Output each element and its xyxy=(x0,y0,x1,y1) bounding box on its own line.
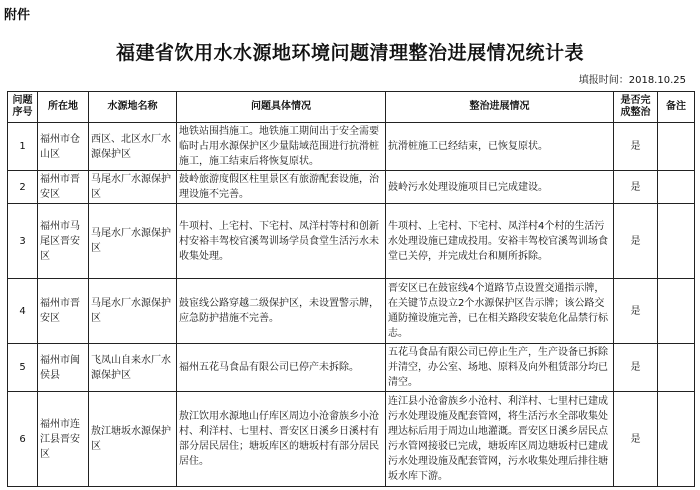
cell-problem: 鼓岭旅游度假区柱里景区有旅游配套设施，治理设施不完善。 xyxy=(177,171,386,204)
cell-no: 5 xyxy=(8,344,38,392)
cell-source: 敖江塘坂水源保护区 xyxy=(89,392,177,487)
cell-location: 福州市晋安区 xyxy=(38,171,89,204)
cell-progress: 晋安区已在鼓宦线4个道路节点设置交通指示牌，在关键节点设立2个水源保护区告示牌；该公路交通防撞设施完善，已在相关路段安装危化品禁行标志。 xyxy=(386,279,614,344)
cell-progress: 鼓岭污水处理设施项目已完成建设。 xyxy=(386,171,614,204)
cell-problem: 鼓宦线公路穿越二级保护区，未设置警示牌，应急防护措施不完善。 xyxy=(177,279,386,344)
cell-remark xyxy=(658,279,695,344)
cell-done: 是 xyxy=(614,392,658,487)
cell-done: 是 xyxy=(614,204,658,279)
cell-source: 飞凤山自来水厂水源保护区 xyxy=(89,344,177,392)
cell-progress: 牛项村、上宅村、下宅村、凤洋村4个村的生活污水处理设施已建成投用。安裕丰驾校官溪驾训场食堂已关停，并完成灶台和厕所拆除。 xyxy=(386,204,614,279)
cell-remark xyxy=(658,344,695,392)
header-no: 问题序号 xyxy=(8,92,38,123)
table-row xyxy=(8,123,695,171)
cell-remark xyxy=(658,392,695,487)
attachment-label: 附件 xyxy=(4,8,31,23)
cell-no: 2 xyxy=(8,171,38,204)
cell-done: 是 xyxy=(614,279,658,344)
header-remark: 备注 xyxy=(658,92,695,123)
cell-done: 是 xyxy=(614,171,658,204)
cell-no: 3 xyxy=(8,204,38,279)
cell-problem: 敖江饮用水源地山仔库区周边小沧畲族乡小沧村、利洋村、七里村、晋安区日溪乡日溪村有部分居民居住；塘坂库区的塘坂村有部分居民居住。 xyxy=(177,392,386,487)
cell-location: 福州市仓山区 xyxy=(38,123,89,171)
header-source: 水源地名称 xyxy=(89,92,177,123)
fill-date: 填报时间：2018.10.25 xyxy=(578,75,686,86)
cell-done: 是 xyxy=(614,123,658,171)
table-row xyxy=(8,344,695,392)
cell-done: 是 xyxy=(614,344,658,392)
cell-problem: 福州五花马食品有限公司已停产未拆除。 xyxy=(177,344,386,392)
table-row xyxy=(8,279,695,344)
cell-no: 1 xyxy=(8,123,38,171)
cell-no: 6 xyxy=(8,392,38,487)
cell-location: 福州市连江县晋安区 xyxy=(38,392,89,487)
header-location: 所在地 xyxy=(38,92,89,123)
cell-progress: 抗滑桩施工已经结束，已恢复原状。 xyxy=(386,123,614,171)
cell-remark xyxy=(658,171,695,204)
cell-problem: 地铁站围挡施工。地铁施工期间出于安全需要临时占用水源保护区少量陆域范围进行抗滑桩施工，施工结束后将恢复原状。 xyxy=(177,123,386,171)
table-row xyxy=(8,171,695,204)
cell-source: 马尾水厂水源保护区 xyxy=(89,171,177,204)
table-header-row xyxy=(8,92,695,123)
header-progress: 整治进展情况 xyxy=(386,92,614,123)
cell-problem: 牛项村、上宅村、下宅村、凤洋村等村和创新村安裕丰驾校官溪驾训场学员食堂生活污水未收集处理。 xyxy=(177,204,386,279)
cell-no: 4 xyxy=(8,279,38,344)
cell-progress: 连江县小沧畲族乡小沧村、利洋村、七里村已建成污水处理设施及配套管网，将生活污水全部收集处理达标后用于周边山地灌溉。晋安区日溪乡居民点污水管网接驳已完成，塘坂库区周边塘坂村已建成污水处理设施及配套管网，污水收集处理后排往塘坂水库下游。 xyxy=(386,392,614,487)
cell-source: 马尾水厂水源保护区 xyxy=(89,279,177,344)
rectification-table xyxy=(7,91,695,487)
header-done: 是否完成整治 xyxy=(614,92,658,123)
table-row xyxy=(8,204,695,279)
header-problem: 问题具体情况 xyxy=(177,92,386,123)
cell-source: 西区、北区水厂水源保护区 xyxy=(89,123,177,171)
table-row xyxy=(8,392,695,487)
page-title: 福建省饮用水水源地环境问题清理整治进展情况统计表 xyxy=(115,42,584,64)
cell-progress: 五花马食品有限公司已停止生产，生产设备已拆除并清空，办公室、场地、原料及向外租赁部分均已清空。 xyxy=(386,344,614,392)
cell-location: 福州市晋安区 xyxy=(38,279,89,344)
cell-source: 马尾水厂水源保护区 xyxy=(89,204,177,279)
cell-location: 福州市马尾区晋安区 xyxy=(38,204,89,279)
cell-remark xyxy=(658,123,695,171)
cell-remark xyxy=(658,204,695,279)
cell-location: 福州市闽侯县 xyxy=(38,344,89,392)
